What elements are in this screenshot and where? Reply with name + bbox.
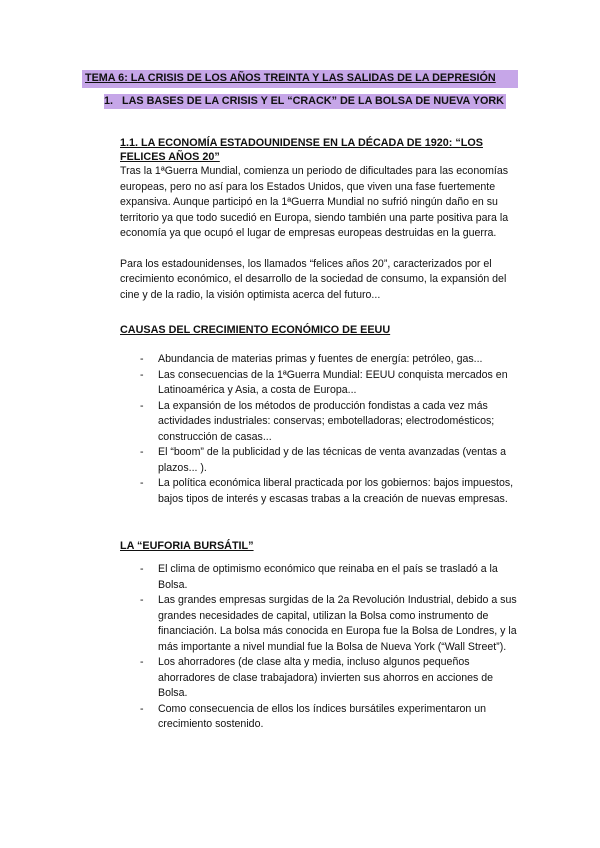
euforia-list-container xyxy=(140,562,518,733)
euforia-heading: LA “EUFORIA BURSÁTIL” xyxy=(120,540,254,552)
dash-bullet: - xyxy=(140,368,144,381)
dash-bullet: - xyxy=(140,702,144,715)
dash-bullet: - xyxy=(140,656,144,668)
euforia-list xyxy=(140,562,518,733)
list-item-text: La expansión de los métodos de producción fondistas a cada vez más actividades industriales: conservas; embotelladoras; electrodomésticos; construcción de casas... xyxy=(158,399,495,443)
paragraph-1: Tras la 1ªGuerra Mundial, comienza un periodo de dificultades para las economías europeas, pero no así para los Estados Unidos, que viven una fase fuertemente expansiva. Aunque participó en la 1ªGuerra Mundial no sufrió ningún daño en su territorio ya que todo sucedió en Europa, siendo también una parte positiva para la economía ya que ocupó el lugar de empresas europeas destruidas en la guerra. xyxy=(120,165,509,239)
list-item xyxy=(140,702,518,733)
list-item xyxy=(140,476,515,507)
list-item xyxy=(140,352,515,368)
list-item-text: El “boom” de la publicidad y de las técnicas de venta avanzadas (ventas a plazos... ). xyxy=(158,446,507,474)
section-1-heading-text: LAS BASES DE LA CRISIS Y EL “CRACK” DE LA BOLSA DE NUEVA YORK xyxy=(122,95,504,107)
document-title: TEMA 6: LA CRISIS DE LOS AÑOS TREINTA Y LAS SALIDAS DE LA DEPRESIÓN xyxy=(82,70,518,88)
list-item xyxy=(140,445,515,476)
dash-bullet: - xyxy=(140,594,144,606)
list-item xyxy=(140,593,518,655)
list-item xyxy=(140,399,515,446)
dash-bullet: - xyxy=(140,399,144,412)
list-item-text: Como consecuencia de ellos los índices bursátiles experimentaron un crecimiento sostenido. xyxy=(158,702,486,730)
causas-list xyxy=(140,352,515,507)
causas-heading: CAUSAS DEL CRECIMIENTO ECONÓMICO DE EEUU xyxy=(120,324,391,336)
euforia-section xyxy=(120,539,520,555)
dash-bullet: - xyxy=(140,477,144,489)
dash-bullet: - xyxy=(140,563,144,575)
list-item xyxy=(140,368,515,399)
list-item-text: Los ahorradores (de clase alta y media, incluso algunos pequeños ahorradores de clase trabajadora) invierten sus ahorros en acciones de Bolsa. xyxy=(158,656,494,699)
section-1-heading xyxy=(104,94,506,109)
list-item xyxy=(140,562,518,593)
section-1-number: 1. xyxy=(104,95,114,107)
list-item xyxy=(140,655,518,702)
list-item-text: La política económica liberal practicada por los gobiernos: bajos impuestos, bajos tipos de interés y escasas trabas a la creación de nuevas empresas. xyxy=(158,477,514,505)
paragraph-2: Para los estadounidenses, los llamados “felices años 20”, caracterizados por el crecimiento económico, el desarrollo de la sociedad de consumo, la expansión del cine y de la radio, la visión optimista acerca del futuro... xyxy=(120,257,507,301)
list-item-text: Las consecuencias de la 1ªGuerra Mundial: EEUU conquista mercados en Latinoamérica y Asia, a costa de Europa... xyxy=(158,368,508,396)
dash-bullet: - xyxy=(140,353,144,365)
list-item-text: Las grandes empresas surgidas de la 2a Revolución Industrial, debido a sus grandes necesidades de capital, utilizan la Bolsa como instrumento de financiación. La bolsa más conocida en Europa fue la Bolsa de Londres, y la más importante a nivel mundial fue la Bolsa de Nueva York (“Wall Street”). xyxy=(158,594,517,653)
dash-bullet: - xyxy=(140,446,144,458)
list-item-text: Abundancia de materias primas y fuentes de energía: petróleo, gas... xyxy=(158,353,483,365)
subsection-1-1-heading: 1.1. LA ECONOMÍA ESTADOUNIDENSE EN LA DÉCADA DE 1920: “LOS FELICES AÑOS 20” xyxy=(120,137,483,163)
causas-list-container xyxy=(140,352,515,507)
subsection-1-1 xyxy=(120,136,520,303)
causas-section xyxy=(120,323,520,339)
list-item-text: El clima de optimismo económico que reinaba en el país se trasladó a la Bolsa. xyxy=(158,563,498,591)
